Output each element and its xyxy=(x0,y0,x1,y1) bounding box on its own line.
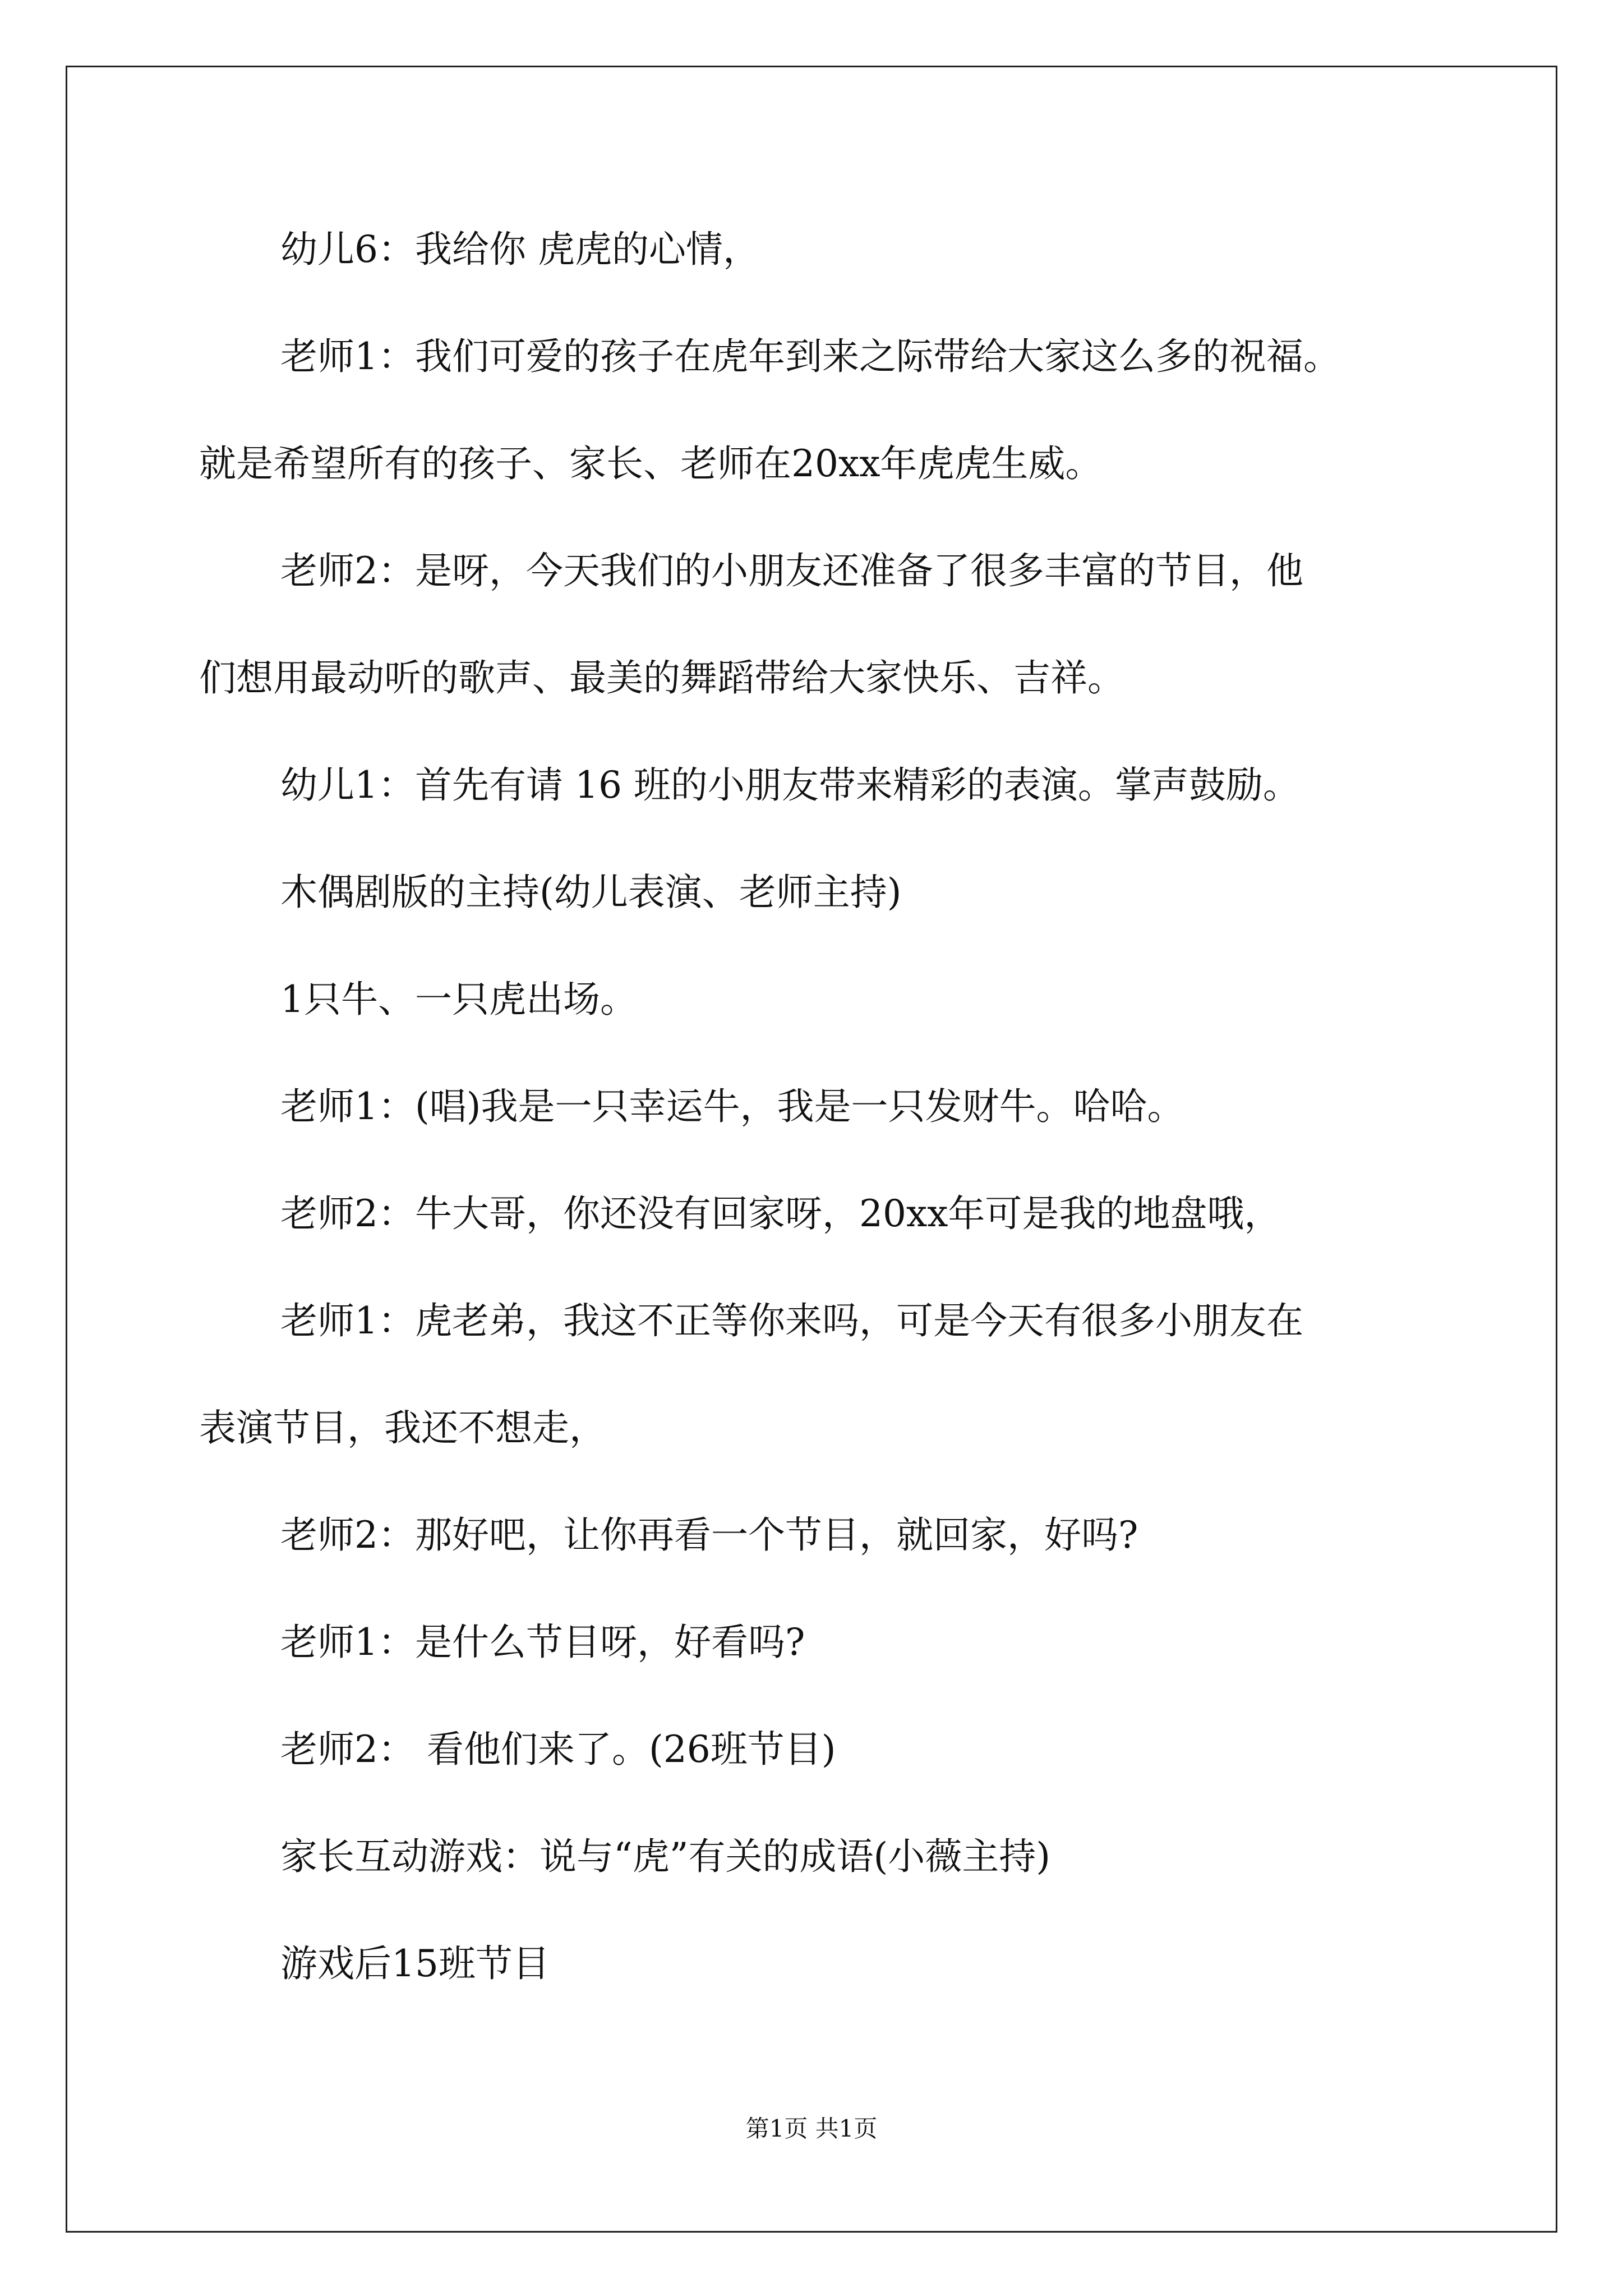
paragraph-line: 就是希望所有的孩子、家长、老师在20xx年虎虎生威。 xyxy=(199,442,1103,485)
paragraph-line: 老师2： 看他们来了。(26班节目) xyxy=(280,1728,836,1771)
page-border xyxy=(66,66,1557,2233)
paragraph-line: 家长互动游戏：说与“虎”有关的成语(小薇主持) xyxy=(280,1835,1050,1878)
paragraph-line: 们想用最动听的歌声、最美的舞蹈带给大家快乐、吉祥。 xyxy=(199,656,1124,700)
paragraph-line: 老师2：是呀，今天我们的小朋友还准备了很多丰富的节目，他 xyxy=(280,549,1303,592)
paragraph-line: 1只牛、一只虎出场。 xyxy=(280,978,637,1021)
paragraph-line: 老师1：我们可爱的孩子在虎年到来之际带给大家这么多的祝福。 xyxy=(280,335,1340,378)
paragraph-line: 老师1：是什么节目呀，好看吗? xyxy=(280,1621,805,1664)
paragraph-line: 木偶剧版的主持(幼儿表演、老师主持) xyxy=(280,871,902,914)
paragraph-line: 老师2：那好吧，让你再看一个节目，就回家，好吗? xyxy=(280,1513,1138,1557)
paragraph-line: 表演节目，我还不想走， xyxy=(199,1406,606,1450)
paragraph-line: 老师2：牛大哥，你还没有回家呀，20xx年可是我的地盘哦， xyxy=(280,1192,1281,1235)
paragraph-line: 老师1：(唱)我是一只幸运牛，我是一只发财牛。哈哈。 xyxy=(280,1085,1184,1128)
paragraph-line: 老师1：虎老弟，我这不正等你来吗，可是今天有很多小朋友在 xyxy=(280,1299,1303,1342)
paragraph-line: 游戏后15班节目 xyxy=(280,1942,550,1985)
paragraph-line: 幼儿6：我给你 虎虎的心情， xyxy=(280,228,760,271)
paragraph-line: 幼儿1：首先有请 16 班的小朋友带来精彩的表演。掌声鼓励。 xyxy=(280,763,1300,807)
page-footer: 第1页 共1页 xyxy=(745,2115,878,2142)
